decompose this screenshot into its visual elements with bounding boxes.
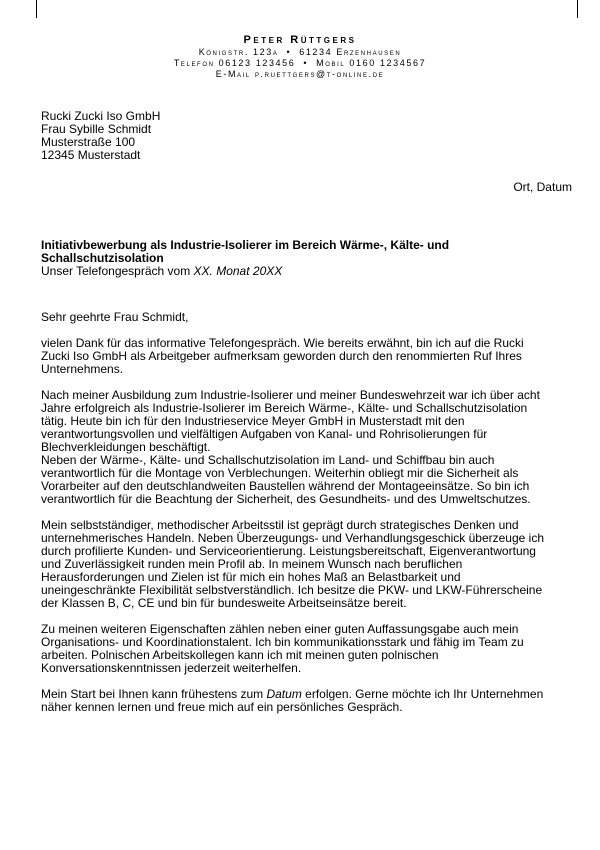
- salutation: Sehr geehrte Frau Schmidt,: [41, 310, 189, 324]
- reference-date: XX. Monat 20XX: [193, 264, 283, 278]
- letter-body: [41, 311, 571, 727]
- subject-line-2: Schallschutzisolation: [41, 251, 164, 265]
- paragraph-line: tätig. Heute bin ich für den Industrieservice Meyer GmbH in Musterstadt mit den: [41, 414, 465, 428]
- paragraph-line: Zu meinen weiteren Eigenschaften zählen neben einer guten Auffassungsgabe auch mein: [41, 622, 519, 636]
- sender-name: Peter Rüttgers: [243, 34, 357, 46]
- paragraph-4: [41, 623, 571, 675]
- paragraph-line: Mein selbstständiger, methodischer Arbeitsstil ist geprägt durch strategisches Denken und: [41, 518, 519, 532]
- sender-street: Königstr. 123a: [198, 47, 279, 57]
- recipient-street: Musterstraße 100: [41, 135, 136, 149]
- paragraph-line: Zucki Iso GmbH als Arbeitgeber aufmerksam geworden durch den renommierten Ruf Ihres: [41, 349, 522, 363]
- subject-reference: [41, 265, 561, 278]
- sender-city: 61234 Erzenhausen: [299, 47, 402, 57]
- closing-date-placeholder: Datum: [266, 687, 302, 701]
- separator-dot: •: [303, 58, 309, 68]
- paragraph-line: verantwortungsvollen und vielfältigen Aufgaben von Kanal- und Rohrisolierungen für: [41, 427, 488, 441]
- paragraph-2: [41, 389, 571, 506]
- sender-email: E-Mail p.ruettgers@t-online.de: [215, 69, 385, 79]
- paragraph-line: näher kennen lernen und freue mich auf ein persönliches Gespräch.: [41, 700, 403, 714]
- paragraph-line: verantwortlich für die Montage von Verblechungen. Weiterhin obliegt mir die Sicherheit als: [41, 466, 519, 480]
- recipient-address: [41, 110, 160, 162]
- sender-address: [0, 47, 600, 58]
- letter-date: Ort, Datum: [513, 180, 572, 194]
- paragraph-line: Unternehmens.: [41, 362, 124, 376]
- sender-mobile: Mobil 0160 1234567: [316, 58, 427, 68]
- paragraph-line: Nach meiner Ausbildung zum Industrie-Isolierer und meiner Bundeswehrzeit war ich über acht: [41, 388, 540, 402]
- paragraph-line: Neben der Wärme-, Kälte- und Schallschutzisolation im Land- und Schiffbau bin auch: [41, 453, 495, 467]
- paragraph-line: Vorarbeiter auf den deutschlandweiten Baustellen während der Montageeinsätze. So bin ich: [41, 479, 530, 493]
- paragraph-line: Herausforderungen und Zielen ist für mich ein hohes Maß an Belastbarkeit und: [41, 570, 461, 584]
- fold-mark-right: [577, 0, 578, 18]
- recipient-person: Frau Sybille Schmidt: [41, 122, 152, 136]
- recipient-company: Rucki Zucki Iso GmbH: [41, 109, 161, 123]
- fold-mark-left: [36, 0, 37, 18]
- separator-dot: •: [286, 47, 292, 57]
- sender-phones: [0, 58, 600, 69]
- letterhead: [0, 34, 600, 80]
- paragraph-line: der Klassen B, C, CE und bin für bundesweite Arbeitseinsätze bereit.: [41, 596, 407, 610]
- paragraph-closing: [41, 688, 571, 714]
- paragraph-1: [41, 337, 571, 376]
- paragraph-line: durch profilierte Kunden- und Serviceorientierung. Leistungsbereitschaft, Eigenverantwortung: [41, 544, 536, 558]
- paragraph-line: und Zuverlässigkeit runden mein Profil ab. In meinem Wunsch nach beruflichen: [41, 557, 463, 571]
- subject-line-1: Initiativbewerbung als Industrie-Isolierer im Bereich Wärme-, Kälte- und: [41, 238, 450, 252]
- closing-suffix: erfolgen. Gerne möchte ich Ihr Unternehmen: [301, 687, 544, 701]
- paragraph-line: unternehmerisches Handeln. Neben Überzeugungs- und Verhandlungsgeschick überzeuge ich: [41, 531, 544, 545]
- paragraph-line: uneingeschränkte Flexibilität selbstverständlich. Ich besitze die PKW- und LKW-Führerscheine: [41, 583, 543, 597]
- closing-prefix: Mein Start bei Ihnen kann frühestens zum: [41, 687, 267, 701]
- paragraph-line: Konversationskenntnissen jederzeit weiterhelfen.: [41, 661, 302, 675]
- paragraph-line: Organisations- und Koordinationstalent. Ich bin kommunikationsstark und fähig im Team zu: [41, 635, 524, 649]
- sender-phone: Telefon 06123 123456: [173, 58, 296, 68]
- recipient-city: 12345 Musterstadt: [41, 148, 141, 162]
- paragraph-3: [41, 519, 571, 610]
- subject-block: [41, 239, 561, 278]
- paragraph-line: vielen Dank für das informative Telefongespräch. Wie bereits erwähnt, bin ich auf die Rucki: [41, 336, 524, 350]
- paragraph-line: arbeiten. Polnischen Arbeitskollegen kann ich mit meinen guten polnischen: [41, 648, 439, 662]
- paragraph-line: verantwortlich für die Beachtung der Sicherheit, des Gesundheits- und des Umweltschutzes.: [41, 492, 531, 506]
- paragraph-line: Blechverkleidungen beschäftigt.: [41, 440, 211, 454]
- reference-prefix: Unser Telefongespräch vom: [41, 264, 194, 278]
- paragraph-line: Jahre erfolgreich als Industrie-Isolierer im Bereich Wärme-, Kälte- und Schallschutzisolation: [41, 401, 528, 415]
